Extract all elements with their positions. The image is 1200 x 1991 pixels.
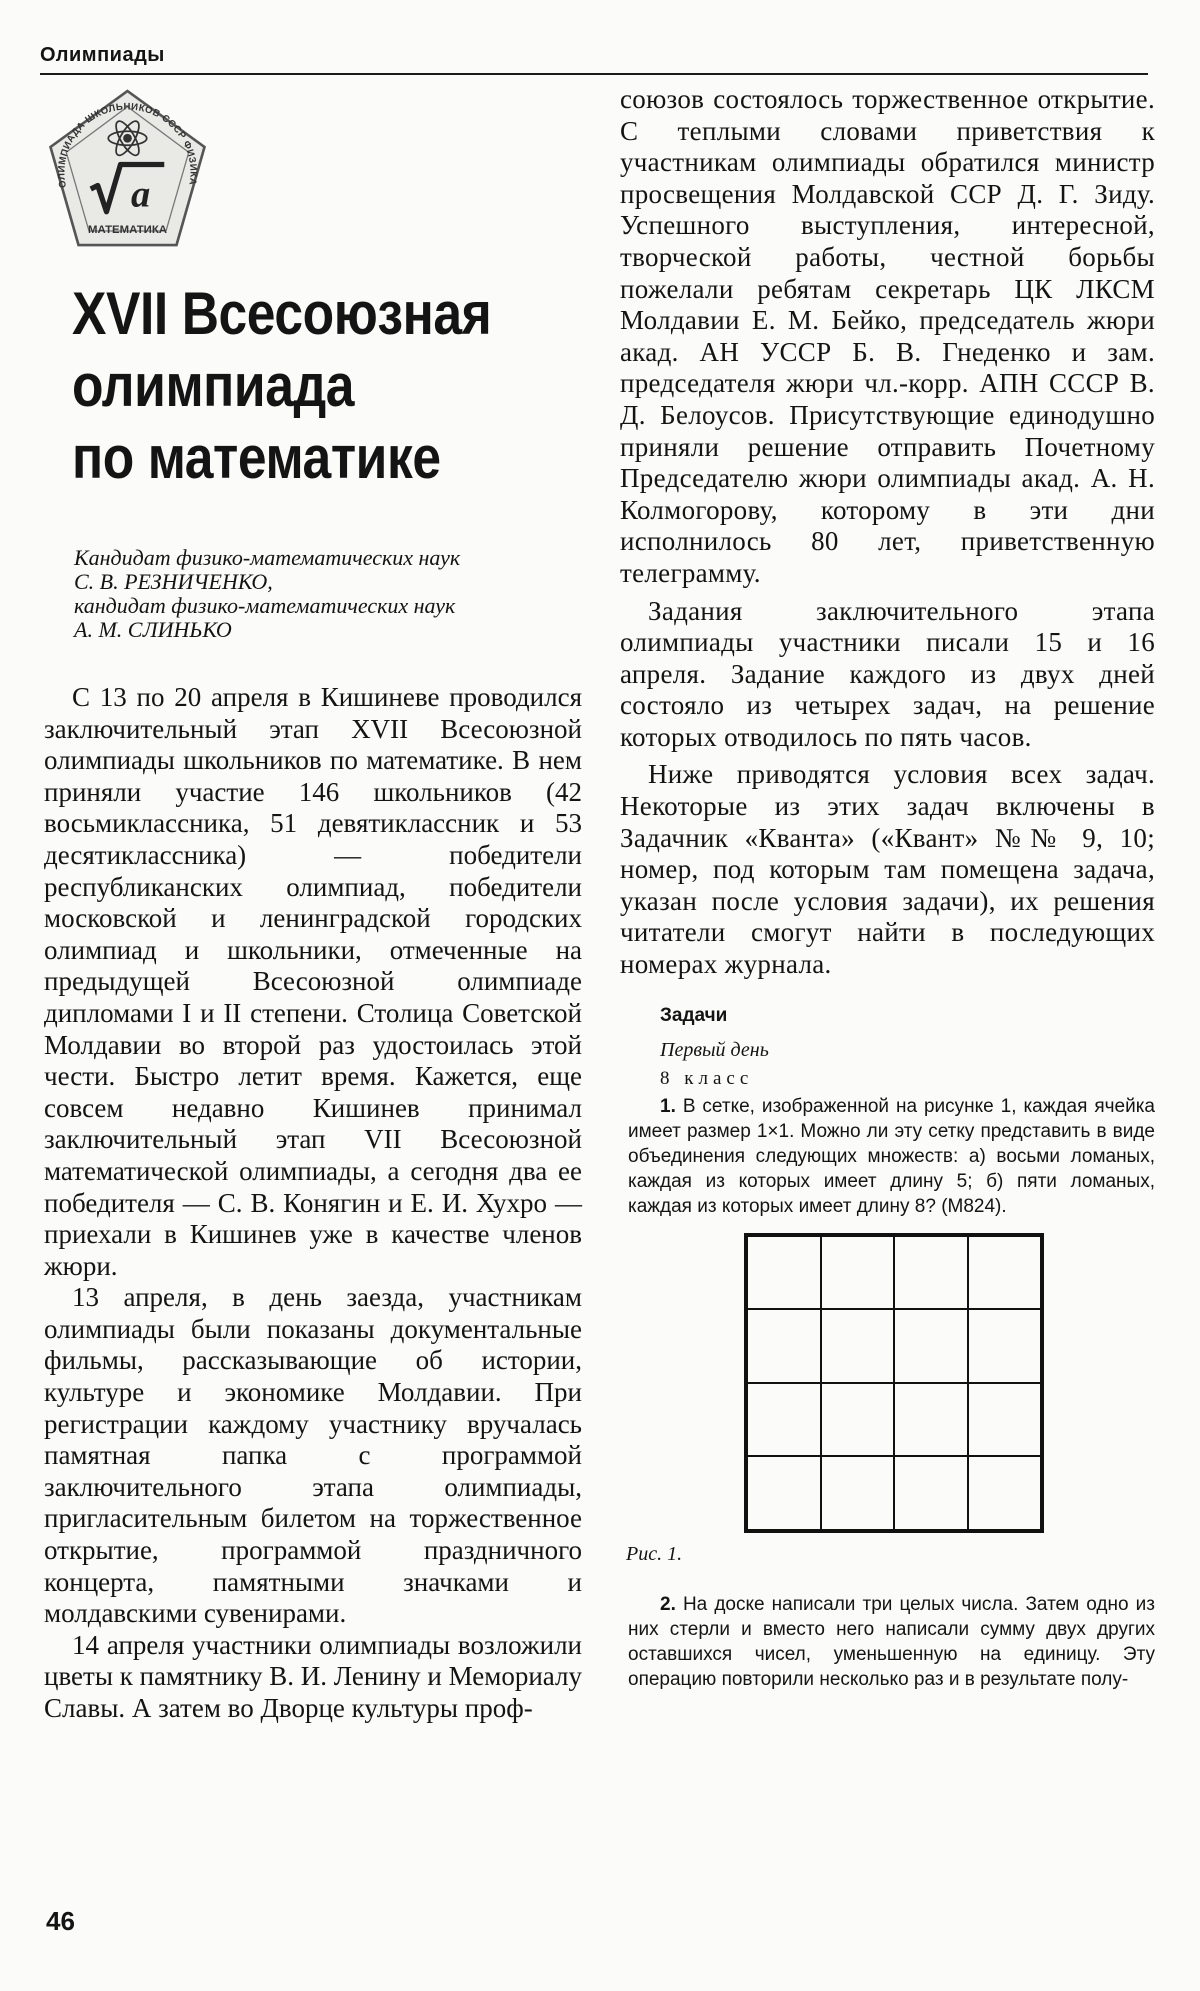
problem-text: На доске написали три целых числа. Затем одно из них стерли и вместо него написали сумму двух других оставшихся чисел, уменьшенную на единицу. Эту операцию повторили несколько раз и в результате полу- <box>628 1593 1155 1690</box>
grid-cell <box>968 1309 1042 1383</box>
right-column <box>620 84 1155 1692</box>
author-line: Кандидат физико-математических наук <box>74 545 461 570</box>
grid-cell <box>968 1456 1042 1530</box>
body-paragraph: 13 апреля, в день заезда, участникам олимпиады были показаны документальные фильмы, рассказывающие об истории, культуре и экономике Молдавии. При регистрации каждому участнику вручалась памятная папка с программой заключительного этапа олимпиады, пригласительным билетом на торжественное открытие, программой праздничного концерта, памятными значками и молдавскими сувенирами. <box>44 1282 582 1629</box>
body-paragraph: союзов состоялось торжественное открытие. С теплыми словами приветствия к участникам олимпиады обратился министр просвещения Молдавской ССР Д. Г. Зиду. Успешного выступления, интересной, творческой работы, честной борьбы пожелали ребятам секретарь ЦК ЛКСМ Молдавии Е. М. Бейко, председатель жюри акад. АН УССР Б. В. Гнеденко и зам. председателя жюри чл.-корр. АПН СССР В. Д. Белоусов. Присутствующие единодушно приняли решение отправить Почетному Председателю жюри олимпиады акад. А. Н. Колмогорову, которому в эти дни исполнилось 80 лет, приветственную телеграмму. <box>620 84 1155 588</box>
day-heading: Первый день <box>660 1038 769 1061</box>
grid-cell <box>821 1383 895 1457</box>
body-paragraph: Ниже приводятся условия всех задач. Некоторые из этих задач включены в Задачник «Кванта» («Квант» №№ 9, 10; номер, под которым там помещена задача, указан после условия задачи), их решения читатели смогут найти в последующих номерах журнала. <box>620 759 1155 980</box>
title-line: олимпиада <box>72 352 355 419</box>
grade-heading: 8 класс <box>660 1067 754 1089</box>
grid-cell <box>968 1236 1042 1310</box>
title-line: по математике <box>72 424 441 491</box>
grid-cell <box>747 1383 821 1457</box>
grid-cell <box>894 1236 968 1310</box>
figure-1-grid <box>744 1233 1044 1533</box>
grid-cell <box>968 1383 1042 1457</box>
grid-cell <box>747 1236 821 1310</box>
emblem-bottom-label: МАТЕМАТИКА <box>88 223 167 236</box>
page-number: 46 <box>46 1906 75 1936</box>
author-line: С. В. РЕЗНИЧЕНКО, <box>74 569 273 594</box>
grid-cell <box>747 1309 821 1383</box>
grid-cell <box>821 1456 895 1530</box>
grid-cell <box>821 1309 895 1383</box>
section-title: Олимпиады <box>40 44 165 66</box>
left-column <box>44 84 582 1725</box>
problem-number: 2. <box>660 1593 676 1615</box>
olympiad-emblem-icon <box>40 84 215 259</box>
grid-cell <box>894 1309 968 1383</box>
running-header <box>40 44 1148 75</box>
problems-heading: Задачи <box>660 1004 728 1026</box>
title-line: XVII Всесоюзная <box>72 280 492 347</box>
body-paragraph: Задания заключительного этапа олимпиады участники писали 15 и 16 апреля. Задание каждого из двух дней состояло из четырех задач, на решение которых отводилось по пять часов. <box>620 595 1155 752</box>
problem-text: В сетке, изображенной на рисунке 1, каждая ячейка имеет размер 1×1. Можно ли эту сетку представить в виде объединения следующих множеств: а) восьми ломаных, каждая из которых имеет длину 5; б) пяти ломаных, каждая из которых имеет длину 8? (М824). <box>628 1095 1156 1217</box>
grid-cell <box>747 1456 821 1530</box>
author-line: кандидат физико-математических наук <box>74 593 456 618</box>
emblem-arc-text: ОЛИМПИАДА ШКОЛЬНИКОВ СССР ФИЗИКА <box>56 101 199 189</box>
figure-caption: Рис. 1. <box>626 1542 683 1565</box>
grid-cell <box>821 1236 895 1310</box>
body-paragraph: С 13 по 20 апреля в Кишиневе проводился заключительный этап XVII Всесоюзной олимпиады школьников по математике. В нем приняли участие 146 школьников (42 восьмиклассника, 51 девятиклассник и 53 десятиклассника) — победители республиканских олимпиад, победители московской и ленинградской городских олимпиад и школьники, отмеченные на предыдущей Всесоюзной олимпиаде дипломами I и II степени. Столица Советской Молдавии во второй раз удостоилась этой чести. Быстро летит время. Кажется, еще совсем недавно Кишинев принимал заключительный этап VII Всесоюзной математической олимпиады, а сегодня два ее победителя — С. В. Конягин и Е. И. Хухро — приехали в Кишинев уже в качестве членов жюри. <box>44 682 582 1281</box>
grid-cell <box>894 1383 968 1457</box>
problem-number: 1. <box>660 1095 676 1117</box>
author-line: А. М. СЛИНЬКО <box>74 617 232 642</box>
article-title <box>72 278 511 494</box>
problem-2 <box>628 1592 1155 1692</box>
grid-cell <box>894 1456 968 1530</box>
svg-text:a: a <box>131 173 151 216</box>
problem-1 <box>628 1094 1155 1219</box>
author-block <box>74 546 582 642</box>
body-paragraph: 14 апреля участники олимпиады возложили цветы к памятнику В. И. Ленину и Мемориалу Славы. А затем во Дворце культуры проф- <box>44 1629 582 1723</box>
